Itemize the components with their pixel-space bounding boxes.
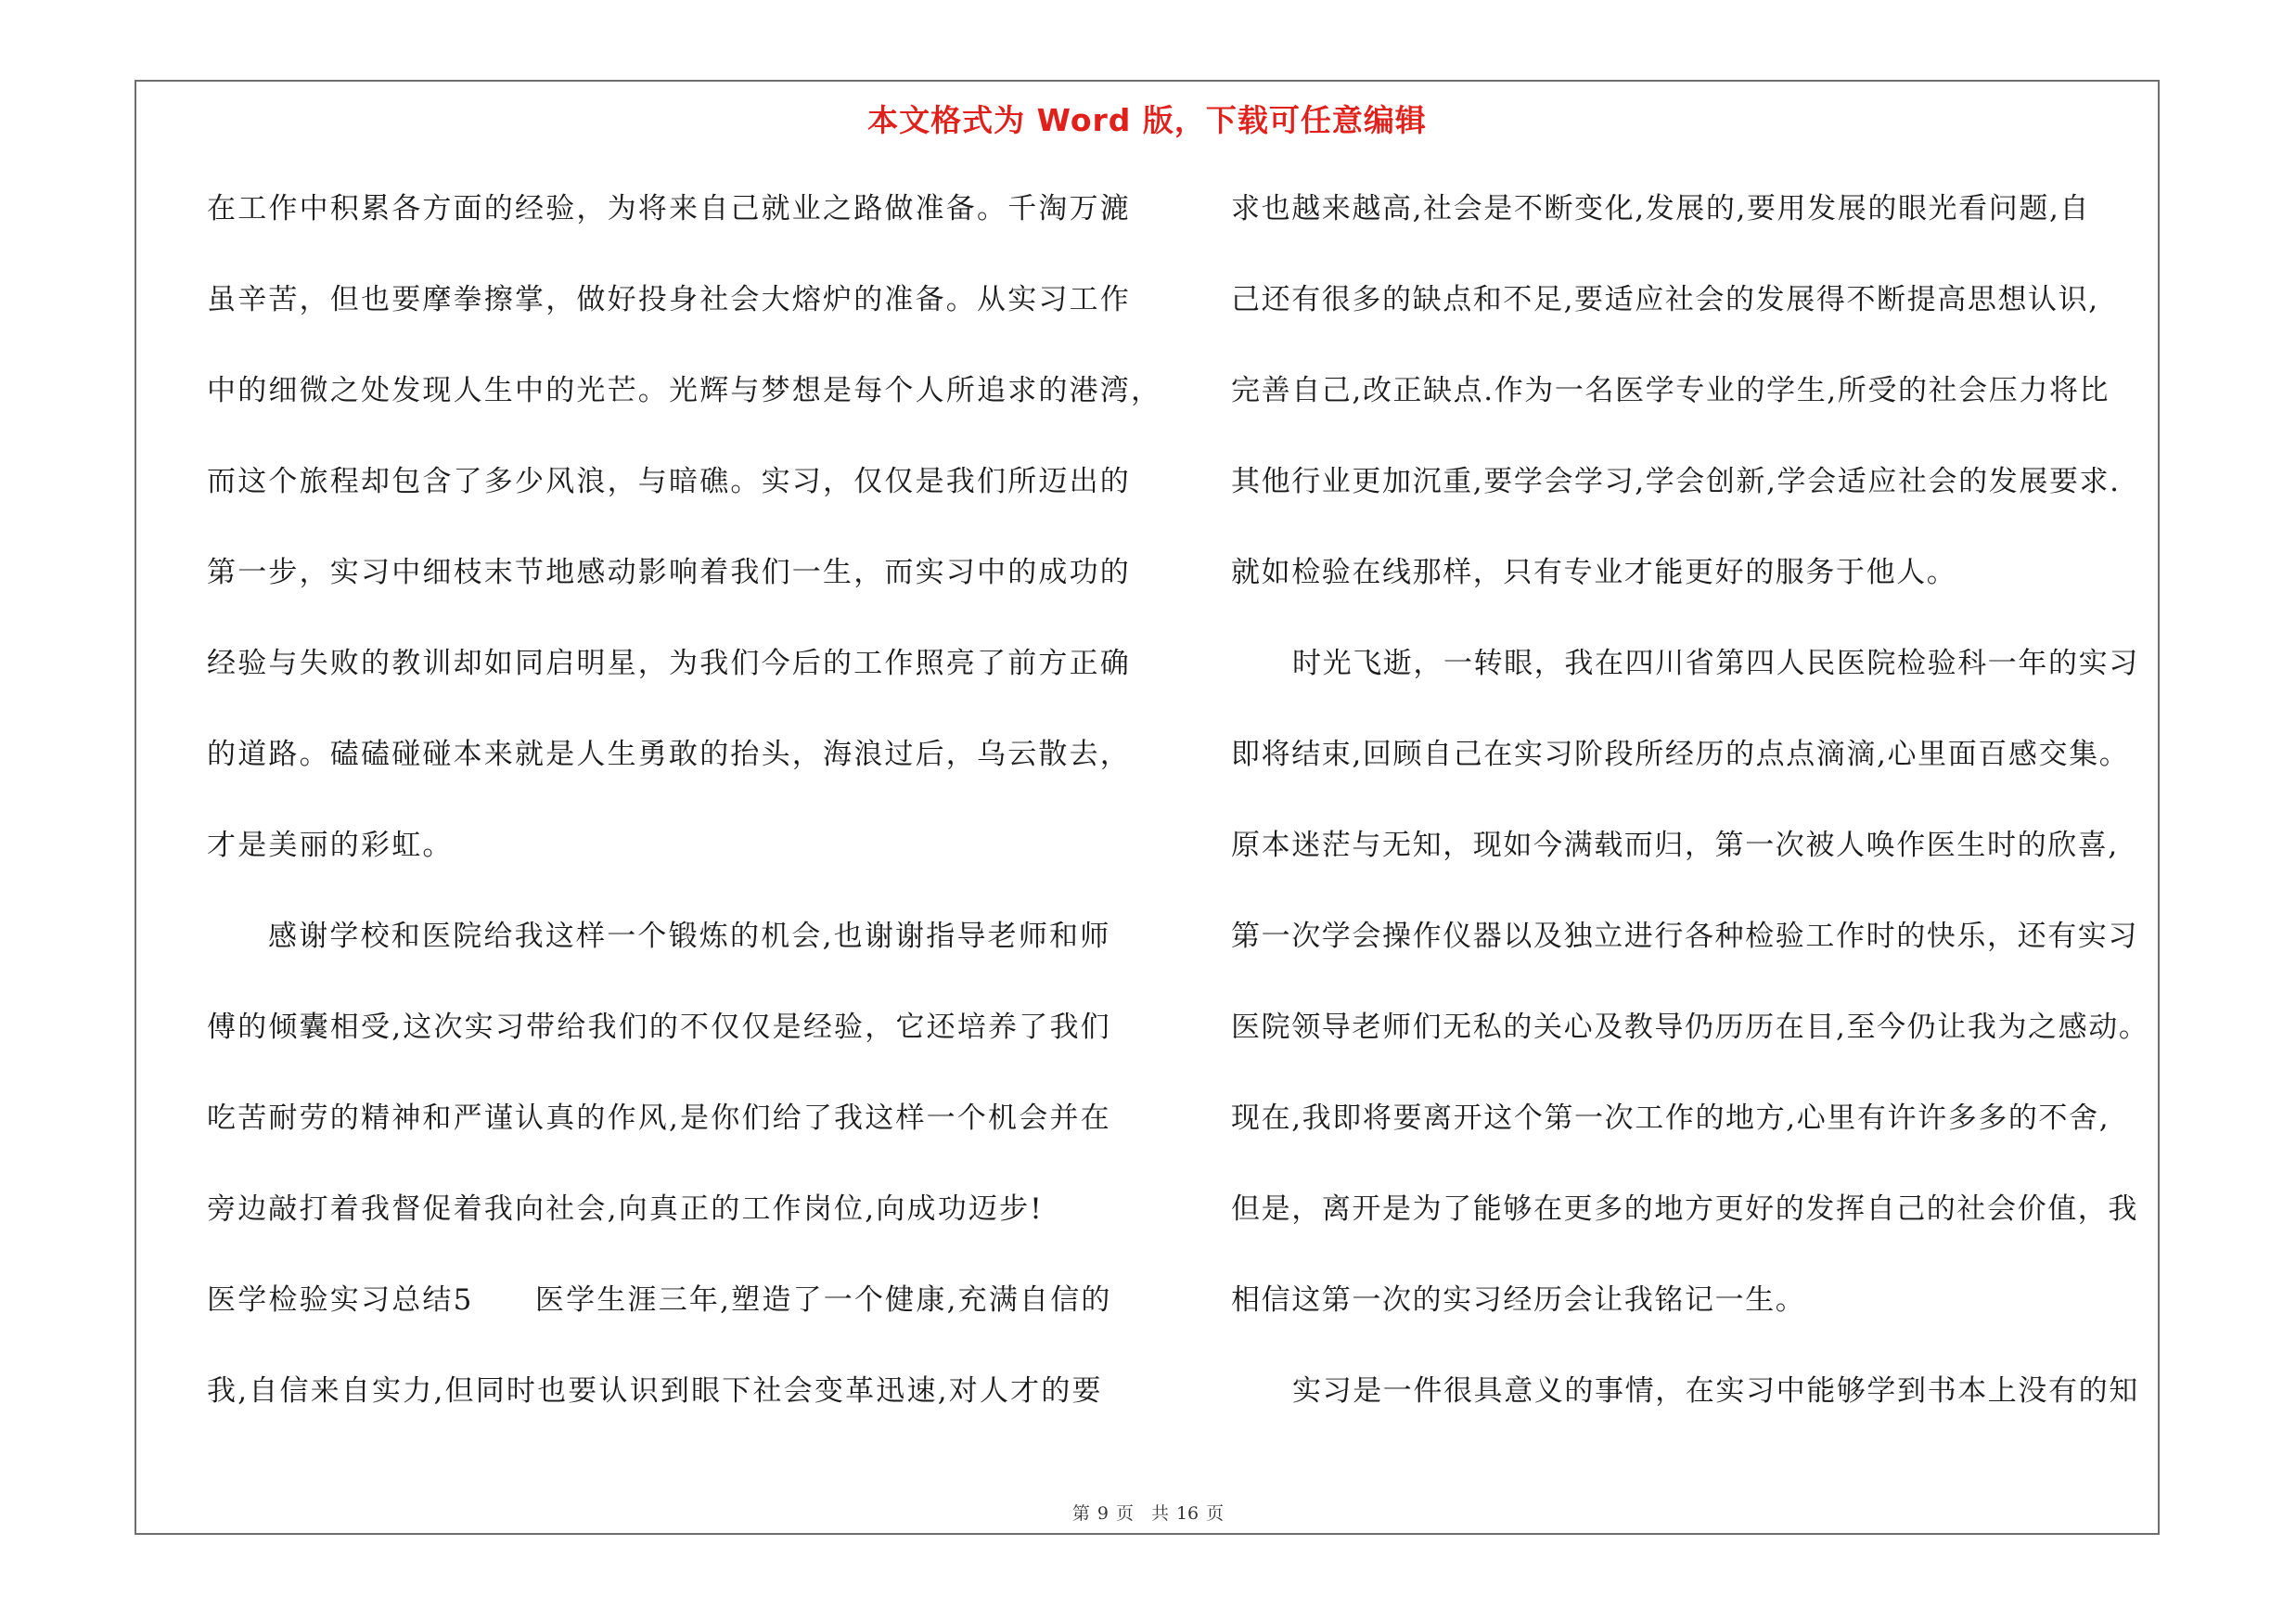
text-line: 在工作中积累各方面的经验，为将来自己就业之路做准备。千淘万漉	[207, 192, 1131, 225]
text-line: 而这个旅程却包含了多少风浪，与暗礁。实习，仅仅是我们所迈出的	[207, 465, 1131, 498]
text-line: 的道路。磕磕碰碰本来就是人生勇敢的抬头，海浪过后，乌云散去，	[207, 738, 1131, 771]
total-pages: 16	[1175, 1503, 1199, 1524]
page-footer	[0, 1500, 2296, 1525]
right-column	[1231, 186, 2163, 1459]
text-line: 吃苦耐劳的精神和严谨认真的作风,是你们给了我这样一个机会并在	[207, 1101, 1111, 1135]
text-line: 其他行业更加沉重,要学会学习,学会创新,学会适应社会的发展要求.	[1231, 465, 2121, 498]
text-line: 第一步，实习中细枝末节地感动影响着我们一生，而实习中的成功的	[207, 556, 1131, 589]
page-prefix: 第	[1071, 1503, 1090, 1524]
text-line: 第一次学会操作仪器以及独立进行各种检验工作时的快乐，还有实习	[1231, 920, 2138, 953]
left-column	[207, 186, 1167, 1459]
paragraph-start-line: 实习是一件很具意义的事情，在实习中能够学到书本上没有的知	[1292, 1374, 2139, 1408]
section-heading-line: 医学检验实习总结5 医学生涯三年,塑造了一个健康,充满自信的	[207, 1283, 1112, 1317]
text-line: 原本迷茫与无知，现如今满载而归，第一次被人唤作医生时的欣喜,	[1231, 829, 2119, 862]
page-mid: 页 共	[1115, 1503, 1169, 1524]
text-line: 现在,我即将要离开这个第一次工作的地方,心里有许许多多的不舍,	[1231, 1101, 2110, 1135]
text-line: 旁边敲打着我督促着我向社会,向真正的工作岗位,向成功迈步!	[207, 1192, 1044, 1226]
text-line: 求也越来越高,社会是不断变化,发展的,要用发展的眼光看问题,自	[1231, 192, 2091, 225]
text-line: 我,自信来自实力,但同时也要认识到眼下社会变革迅速,对人才的要	[207, 1374, 1103, 1408]
text-line: 中的细微之处发现人生中的光芒。光辉与梦想是每个人所追求的港湾，	[207, 374, 1162, 407]
text-line: 完善自己,改正缺点.作为一名医学专业的学生,所受的社会压力将比	[1231, 374, 2110, 407]
text-line: 就如检验在线那样，只有专业才能更好的服务于他人。	[1231, 556, 1957, 589]
text-line: 才是美丽的彩虹。	[207, 829, 454, 862]
paragraph-start-line: 感谢学校和医院给我这样一个锻炼的机会,也谢谢指导老师和师	[268, 920, 1111, 953]
page-number: 9	[1097, 1503, 1109, 1524]
text-line: 相信这第一次的实习经历会让我铭记一生。	[1231, 1283, 1806, 1317]
format-banner: 本文格式为 Word 版，下载可任意编辑	[867, 102, 1427, 138]
text-line: 即将结束,回顾自己在实习阶段所经历的点点滴滴,心里面百感交集。	[1231, 738, 2130, 771]
text-line: 虽辛苦，但也要摩拳擦掌，做好投身社会大熔炉的准备。从实习工作	[207, 283, 1131, 316]
text-line: 傅的倾囊相受,这次实习带给我们的不仅仅是经验，它还培养了我们	[207, 1011, 1111, 1044]
page-suffix: 页	[1206, 1503, 1225, 1524]
text-line: 经验与失败的教训却如同启明星，为我们今后的工作照亮了前方正确	[207, 647, 1131, 680]
text-line: 但是，离开是为了能够在更多的地方更好的发挥自己的社会价值，我	[1231, 1192, 2138, 1226]
text-line: 医院领导老师们无私的关心及教导仍历历在目,至今仍让我为之感动。	[1231, 1011, 2149, 1044]
paragraph-start-line: 时光飞逝，一转眼，我在四川省第四人民医院检验科一年的实习	[1292, 647, 2139, 680]
text-line: 己还有很多的缺点和不足,要适应社会的发展得不断提高思想认识,	[1231, 283, 2099, 316]
